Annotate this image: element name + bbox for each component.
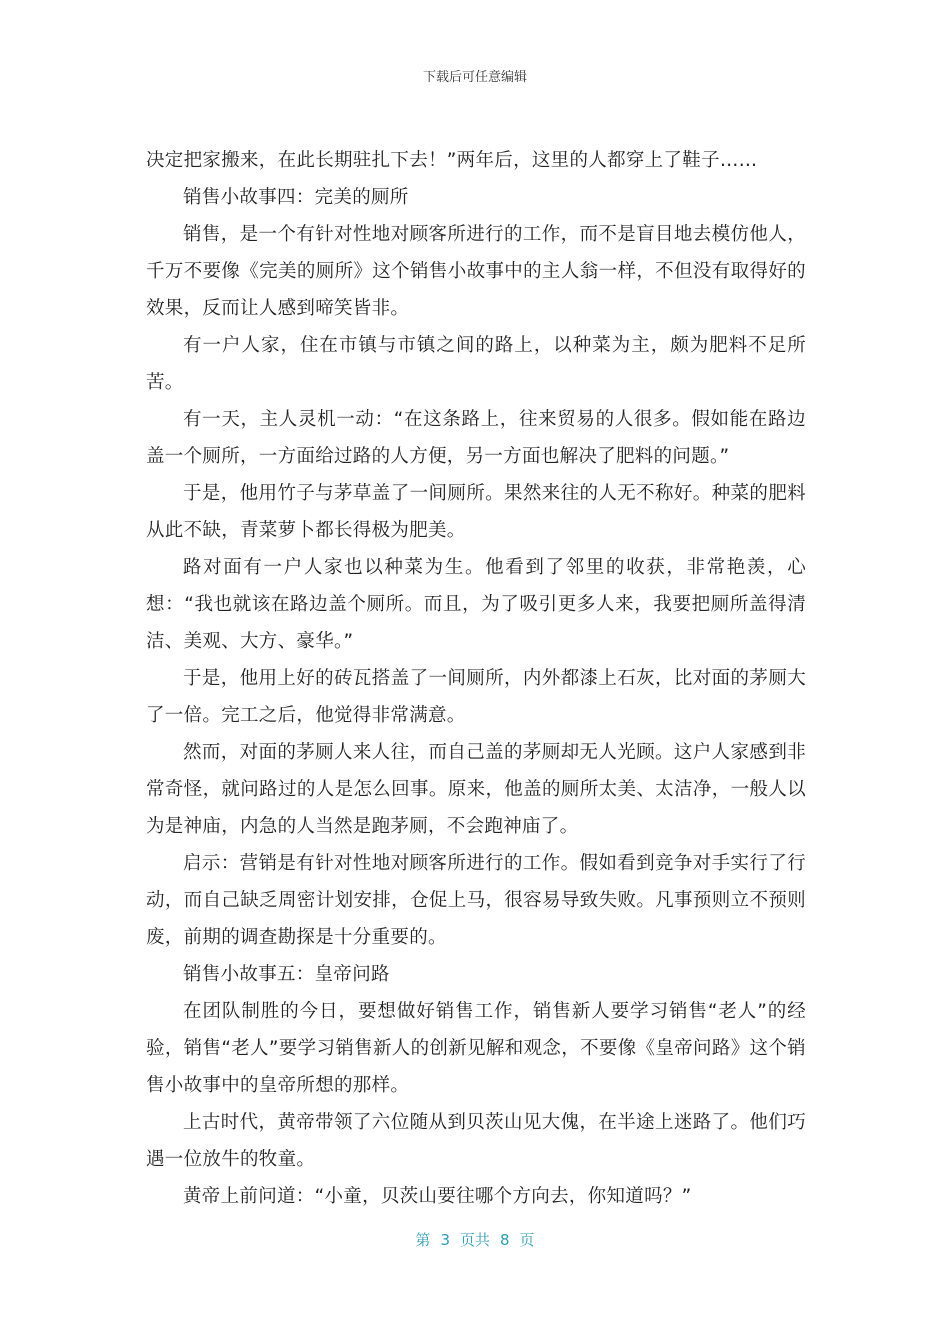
- paragraph-9: 然而，对面的茅厕人来人往，而自己盖的茅厕却无人光顾。这户人家感到非常奇怪，就问路过的人是怎么回事。原来，他盖的厕所太美、太洁净，一般人以为是神庙，内急的人当然是跑茅厕，不会跑神庙了。: [146, 742, 806, 837]
- paragraph-5: 有一天，主人灵机一动：“在这条路上，往来贸易的人很多。假如能在路边盖一个厕所，一方面给过路的人方便，另一方面也解决了肥料的问题。”: [146, 409, 806, 467]
- paragraph-4: 有一户人家，住在市镇与市镇之间的路上，以种菜为主，颇为肥料不足所苦。: [146, 335, 806, 393]
- paragraph-3: 销售，是一个有针对性地对顾客所进行的工作，而不是盲目地去模仿他人，千万不要像《完美的厕所》这个销售小故事中的主人翁一样，不但没有取得好的效果，反而让人感到啼笑皆非。: [146, 224, 806, 319]
- footer-suffix: 页: [519, 1231, 535, 1249]
- footer-prefix: 第: [415, 1231, 431, 1249]
- footer-middle: 页共: [459, 1231, 490, 1249]
- page-header: 下载后可任意编辑: [422, 70, 527, 85]
- footer-total-pages: 8: [500, 1231, 510, 1249]
- paragraph-8: 于是，他用上好的砖瓦搭盖了一间厕所，内外都漆上石灰，比对面的茅厕大了一倍。完工之后，他觉得非常满意。: [146, 668, 806, 726]
- page-footer: [0, 1229, 950, 1250]
- section-heading-story-5: 销售小故事五：皇帝问路: [183, 964, 390, 985]
- paragraph-6: 于是，他用竹子与茅草盖了一间厕所。果然来往的人无不称好。种菜的肥料从此不缺，青菜萝卜都长得极为肥美。: [146, 483, 806, 541]
- paragraph-12: 在团队制胜的今日，要想做好销售工作，销售新人要学习销售“老人”的经验，销售“老人”要学习销售新人的创新见解和观念，不要像《皇帝问路》这个销售小故事中的皇帝所想的那样。: [146, 1001, 806, 1096]
- document-body: [146, 142, 806, 1215]
- paragraph-10: 启示：营销是有针对性地对顾客所进行的工作。假如看到竞争对手实行了行动，而自己缺乏周密计划安排，仓促上马，很容易导致失败。凡事预则立不预则废，前期的调查勘探是十分重要的。: [146, 853, 806, 948]
- footer-page-number: 3: [440, 1231, 450, 1249]
- section-heading-story-4: 销售小故事四：完美的厕所: [183, 187, 409, 208]
- paragraph-13: 上古时代，黄帝带领了六位随从到贝茨山见大傀，在半途上迷路了。他们巧遇一位放牛的牧童。: [146, 1112, 806, 1170]
- paragraph-1: 决定把家搬来，在此长期驻扎下去！”两年后，这里的人都穿上了鞋子……: [146, 150, 758, 171]
- paragraph-7: 路对面有一户人家也以种菜为生。他看到了邻里的收获，非常艳羡，心想：“我也就该在路边盖个厕所。而且，为了吸引更多人来，我要把厕所盖得清洁、美观、大方、豪华。”: [146, 557, 806, 652]
- paragraph-14: 黄帝上前问道：“小童，贝茨山要往哪个方向去，你知道吗？”: [183, 1186, 692, 1207]
